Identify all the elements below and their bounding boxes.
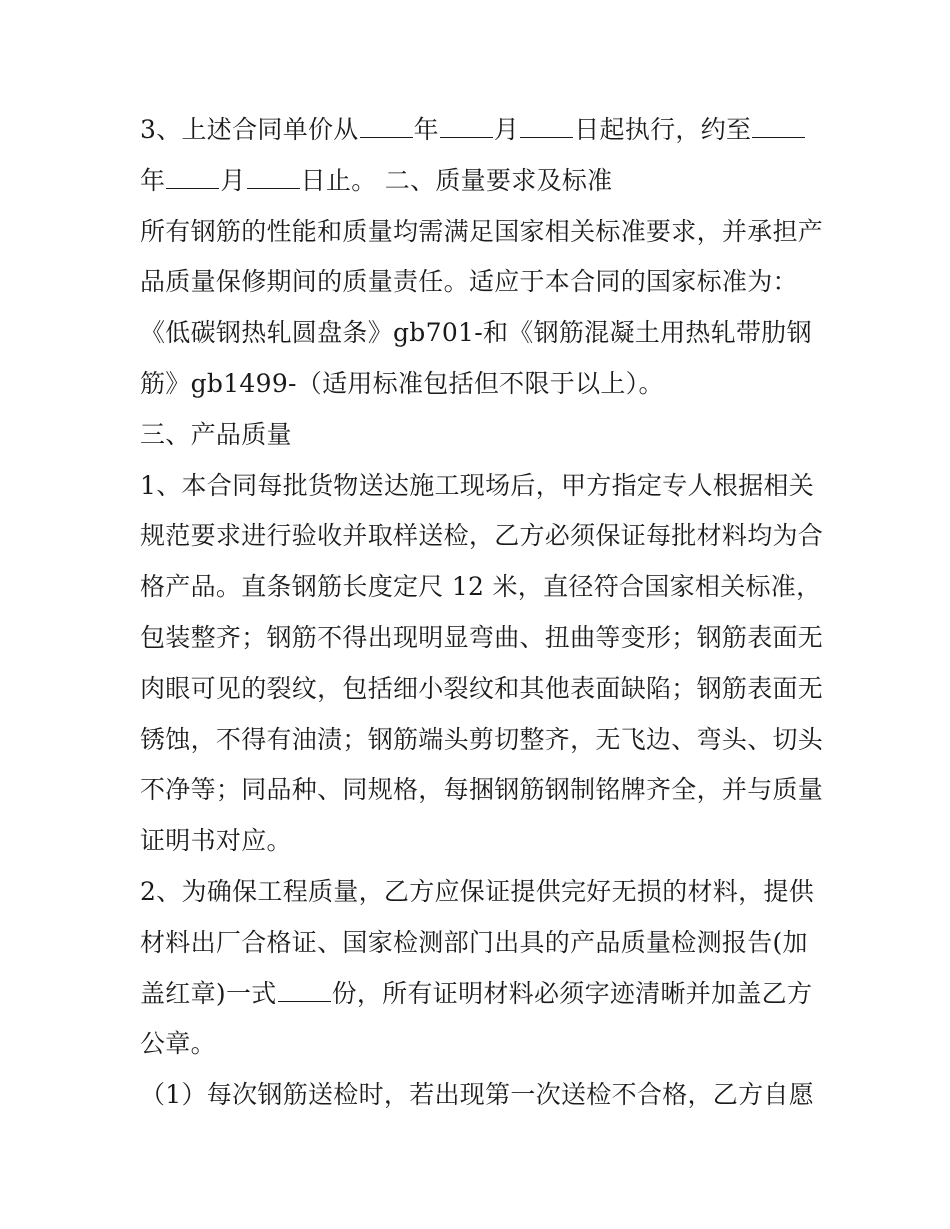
blank-field bbox=[752, 136, 805, 138]
text-segment: 年 bbox=[413, 115, 439, 144]
text-segment: 三、产品质量 bbox=[140, 419, 292, 449]
text-segment: 日起执行，约至 bbox=[574, 115, 752, 144]
text-line bbox=[140, 816, 820, 867]
text-line bbox=[140, 613, 824, 664]
text-segment: 筋》gb1499-（适用标准包括但不限于以上）。 bbox=[140, 368, 664, 398]
text-line bbox=[140, 257, 820, 308]
text-line bbox=[140, 207, 824, 258]
text-segment: 格产品。直条钢筋长度定尺 12 米，直径符合国家相关标准， bbox=[140, 572, 822, 602]
document-body bbox=[140, 105, 824, 1121]
text-segment: 2、为确保工程质量，乙方应保证提供完好无损的材料，提供 bbox=[140, 876, 815, 906]
text-line bbox=[140, 1070, 820, 1121]
text-segment: 月 bbox=[220, 165, 246, 195]
text-line bbox=[140, 156, 820, 207]
text-line bbox=[140, 562, 820, 613]
section-heading bbox=[140, 410, 820, 461]
text-line bbox=[140, 969, 820, 1020]
text-line bbox=[140, 105, 820, 156]
text-segment: 所有钢筋的性能和质量均需满足国家相关标准要求，并承担产 bbox=[140, 216, 824, 246]
text-line bbox=[140, 359, 820, 410]
text-segment: 锈蚀，不得有油渍；钢筋端头剪切整齐，无飞边、弯头、切头 bbox=[140, 724, 824, 754]
text-segment: 品质量保修期间的质量责任。适应于本合同的国家标准为： bbox=[140, 267, 798, 297]
text-segment: 材料出厂合格证、国家检测部门出具的产品质量检测报告(加 bbox=[140, 927, 808, 957]
text-segment: （1）每次钢筋送检时，若出现第一次送检不合格，乙方自愿 bbox=[140, 1080, 815, 1110]
text-segment: 年 bbox=[140, 165, 166, 195]
text-line bbox=[140, 511, 824, 562]
text-line bbox=[140, 715, 824, 766]
blank-field bbox=[440, 136, 493, 138]
text-segment: 月 bbox=[493, 115, 520, 144]
text-segment: 3、上述合同单价从 bbox=[140, 115, 359, 144]
text-segment: 肉眼可见的裂纹，包括细小裂纹和其他表面缺陷；钢筋表面无 bbox=[140, 673, 824, 703]
text-segment: 包装整齐；钢筋不得出现明显弯曲、扭曲等变形；钢筋表面无 bbox=[140, 622, 824, 652]
text-segment: 规范要求进行验收并取样送检，乙方必须保证每批材料均为合 bbox=[140, 521, 824, 551]
blank-field bbox=[247, 187, 300, 189]
text-line bbox=[140, 1019, 820, 1070]
text-line bbox=[140, 308, 820, 359]
text-segment: 不净等；同品种、同规格，每捆钢筋钢制铭牌齐全，并与质量 bbox=[140, 775, 824, 805]
text-segment: 公章。 bbox=[140, 1029, 216, 1059]
text-segment: 《低碳钢热轧圆盘条》gb701-和《钢筋混凝土用热轧带肋钢 bbox=[140, 318, 812, 348]
text-line bbox=[140, 461, 820, 512]
text-segment: 证明书对应。 bbox=[140, 826, 292, 856]
text-line bbox=[140, 867, 820, 918]
text-line bbox=[140, 918, 820, 969]
text-segment: 1、本合同每批货物送达施工现场后，甲方指定专人根据相关 bbox=[140, 470, 815, 500]
text-segment: 日止。 二、质量要求及标准 bbox=[300, 165, 613, 195]
blank-field bbox=[360, 136, 413, 138]
text-segment: 盖红章)一式 bbox=[140, 978, 277, 1008]
blank-field bbox=[166, 187, 219, 189]
text-segment: 份，所有证明材料必须字迹清晰并加盖乙方 bbox=[331, 978, 813, 1008]
text-line bbox=[140, 664, 824, 715]
blank-field bbox=[278, 1000, 331, 1002]
blank-field bbox=[520, 136, 573, 138]
text-line bbox=[140, 765, 824, 816]
